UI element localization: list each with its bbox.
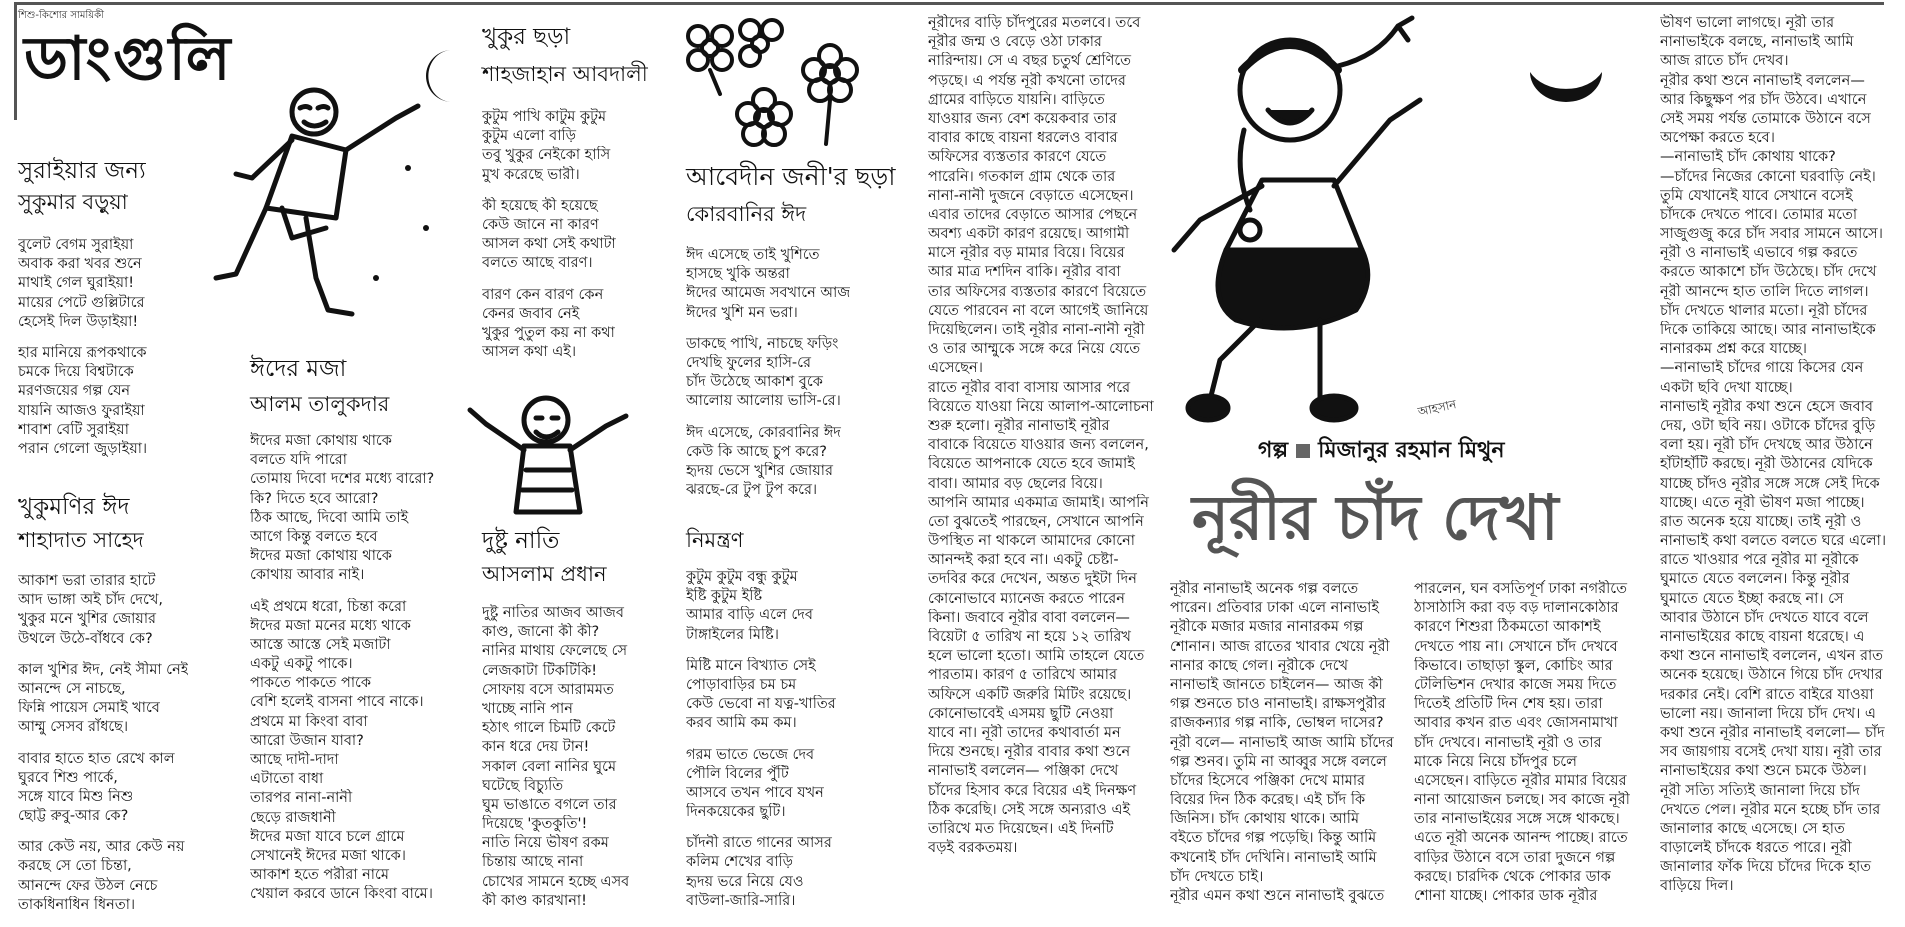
- story-line: বিয়েটা ৫ তারিখ না হয়ে ১২ তারিখ: [928, 629, 1131, 645]
- poem-body: [18, 236, 147, 471]
- poem-line: খুকুর পুতুল কয় না কথা: [482, 324, 615, 341]
- poem-body: [482, 604, 629, 923]
- story-line: আবার উঠানে চাঁদ দেখতে যাবে বলে: [1660, 609, 1869, 626]
- poem-line: কোথায় আবার নাই।: [250, 567, 365, 584]
- story-line: সেই সময় পর্যন্ত তোমাকে উঠানে বসে: [1660, 110, 1871, 127]
- story-label: গল্প: [1258, 438, 1289, 463]
- story-line: আবার কখন রাত এবং জোসনামাখা: [1414, 715, 1618, 732]
- story-line: সব জায়গায় বসেই দেখা যায়। নূরী তার: [1660, 744, 1882, 761]
- story-line: আর কিছুক্ষণ পর চাঁদ উঠবে। এখানে: [1660, 91, 1867, 108]
- story-line: নানারকম প্রশ্ন করে যাচ্ছে।: [1660, 341, 1807, 358]
- poem-author: শাহজাহান আবদালী: [482, 62, 648, 86]
- story-line: তারিখে মত দিয়েছেন। এই দিনটি: [928, 820, 1114, 837]
- poem-line: আসল কথা সেই কথাটা: [482, 236, 616, 253]
- story-title: নূরীর চাঁদ দেখা: [1192, 481, 1559, 554]
- story-line: গ্রামের বাড়িতে যায়নি। বাড়িতে: [928, 91, 1105, 108]
- story-line: টেলিভিশন দেখার কাজে সময় দিতে: [1414, 676, 1617, 693]
- story-line: পারেনি। গতকাল গ্রাম থেকে তার: [928, 168, 1116, 185]
- poem-line: কেউ জানে না কারণ: [482, 216, 599, 233]
- poem-line: ঘুরবে শিশু পার্কে,: [18, 769, 118, 786]
- story-line: শোনা যাচ্ছে। পোকার ডাক নূরীর: [1414, 888, 1598, 904]
- poem-line: বাউলা-জারি-সারি।: [686, 892, 796, 909]
- story-line: যাওয়ার জন্য বেশ কয়েকবার তার: [928, 110, 1117, 127]
- masthead-tag: শিশু-কিশোর সাময়িকী: [18, 10, 105, 21]
- story-line: —নানাভাই চাঁদ কোথায় থাকে?: [1660, 149, 1836, 166]
- poem-line: পৌলি বিলের পুঁটি: [686, 765, 789, 782]
- story-column: [928, 14, 1154, 858]
- illustration-artist-signature: আহসান: [1416, 397, 1458, 419]
- poem-title: সুরাইয়ার জন্য: [18, 158, 146, 184]
- story-line: নূরীদের বাড়ি চাঁদপুরের মতলবে। তবে: [928, 15, 1141, 31]
- poem-line: চাঁদনী রাতে গানের আসর: [686, 835, 832, 852]
- poem-title: দুষ্টু নাতি: [482, 528, 560, 554]
- doodle-flowers-illustration: [680, 14, 860, 154]
- cartoon-boy-cheering-illustration: [456, 390, 644, 515]
- poem-line: উথলে উঠে-বাঁধবে কে?: [18, 630, 153, 647]
- story-line: রাজকন্যার গল্প নাকি, ভোম্বল দাসের?: [1170, 715, 1384, 732]
- story-line: নানাভাইকে বলছে, নানাভাই আমি: [1660, 34, 1854, 51]
- story-line: এতে নূরী অনেক আনন্দ পাচ্ছে। রাতে: [1414, 830, 1628, 847]
- story-line: কোনোভাবে ম্যানেজ করতে পারেন: [928, 590, 1125, 607]
- story-line: নানাভাই কথা বলতে বলতে ঘরে এলো।: [1660, 533, 1887, 550]
- poem-stanza: [18, 661, 188, 738]
- story-line: এসেছেন।: [928, 360, 983, 377]
- poem-line: আমার বাড়ি এলে দেব: [686, 607, 813, 624]
- story-line: অনেক হয়েছে। উঠানে গিয়ে চাঁদ দেখার: [1660, 667, 1883, 684]
- story-line: নানাভাই জানতে চাইলেন— আজ কী: [1170, 676, 1383, 693]
- poem-line: নাতি নিয়ে ভীষণ রকম: [482, 835, 609, 852]
- poem-stanza: [686, 335, 850, 412]
- poem-stanza: [18, 236, 147, 332]
- poem-line: কলিম শেখের বাড়ি: [686, 854, 793, 871]
- story-line: বাবা। আমার বড় ছেলের বিয়ে।: [928, 475, 1103, 492]
- poem-line: হৃদয় ভরে নিয়ে যেও: [686, 873, 804, 890]
- story-line: হাঁটাহাঁটি করছে। নূরী উঠানের যেদিকে: [1660, 456, 1873, 473]
- story-line: গল্প শুনতে চাও নানাভাই। রাক্ষসপুরীর: [1170, 696, 1386, 713]
- story-line: কিনা। জবাবে নূরীর বাবা বললেন—: [928, 609, 1130, 626]
- poem-stanza: [482, 108, 616, 185]
- story-column: [1170, 580, 1394, 906]
- poem-line: চমকে দিয়ে বিশ্বটাকে: [18, 364, 134, 381]
- story-line: পারলেন, ঘন বসতিপূর্ণ ঢাকা নগরীতে: [1414, 581, 1627, 597]
- story-line: দিয়ে শুনছে। নূরীর বাবার কথা শুনে: [928, 744, 1131, 761]
- poem-stanza: [686, 657, 836, 734]
- story-line: মাকে নিয়ে নিয়ে চাঁদপুর চলে: [1414, 753, 1577, 770]
- poem-line: ইষ্টি কুটুম ইষ্টি: [686, 588, 763, 605]
- story-line: কথা শুনে নূরীর নানাভাই বললো— চাঁদ: [1660, 724, 1885, 741]
- poem-line: খেয়াল করবে ডানে কিংবা বামে।: [250, 886, 433, 903]
- poem-line: শাবাশ বেটি সুরাইয়া: [18, 421, 129, 438]
- poem-line: সোফায় বসে আরামমত: [482, 681, 614, 698]
- poem-line: আকাশ হতে পরীরা নামে: [250, 867, 389, 884]
- story-line: রাতে নূরীর বাবা বাসায় আসার পরে: [928, 379, 1131, 396]
- poem-line: দিনকয়েকের ছুটি।: [686, 804, 786, 821]
- poem-stanza: [686, 246, 850, 323]
- story-column: [1414, 580, 1630, 906]
- poem-line: আলোয় আলোয় ভাসি-রে।: [686, 393, 841, 410]
- poem-line: বলতে আছে বারণ।: [482, 255, 593, 272]
- story-line: দেখতে পায় না। সেখানে চাঁদ দেখবে: [1414, 638, 1618, 655]
- story-line: বিয়েতে আপনাকে যেতে হবে জামাই: [928, 456, 1135, 473]
- poem-line: আসবে তখন পাবে যখন: [686, 784, 824, 801]
- poem-line: আস্তে আস্তে সেই মজাটা: [250, 636, 391, 653]
- story-line: দেখতে পেল। নূরীর মনে হচ্ছে চাঁদ তার: [1660, 801, 1881, 818]
- poem-line: ঈদের মজা মনের মধ্যে থাকে: [250, 617, 411, 634]
- poem-title: খুকুর ছড়া: [482, 24, 571, 50]
- story-line: পড়ছে। এ পর্যন্ত নূরী কখনো তাদের: [928, 72, 1126, 89]
- story-line: অবশ্য একটা কারণ রয়েছে। আগামী: [928, 226, 1130, 243]
- poem-line: আম্মু সেসব রাঁধছে।: [18, 719, 129, 736]
- poem-line: একটু একটু পাকে।: [250, 656, 353, 673]
- story-line: ভালো নয়। জানালা দিয়ে চাঁদ দেখ। এ: [1660, 705, 1876, 722]
- poem-line: এই প্রথমে ধরো, চিন্তা করো: [250, 598, 407, 615]
- story-line: আর মাত্র দশদিন বাকি। নূরীর বাবা: [928, 264, 1121, 281]
- masthead-logo: ডাংগুলি: [24, 24, 233, 94]
- poem-line: আর কেউ নয়, আর কেউ নয়: [18, 839, 185, 856]
- poem-line: ছোট্ট রুবু-আর কে?: [18, 808, 129, 825]
- poem-line: মরণজয়ের গল্প যেন: [18, 383, 131, 400]
- poem-line: ঘটেছে বিচ্যুতি: [482, 777, 564, 794]
- poem-line: তাকধিনাধিন ধিনতা।: [18, 896, 136, 913]
- poem-line: আকাশ ভরা তারার হাটে: [18, 573, 156, 589]
- story-line: আনন্দই করা হবে না। একটু চেষ্টা-: [928, 552, 1119, 569]
- poem-body: [250, 432, 434, 917]
- poem-line: নানির মাথায় ফেলেছে সে: [482, 643, 628, 660]
- poem-line: পোড়াবাড়ির চম চম: [686, 676, 797, 693]
- story-line: অপেক্ষা করতে হবে।: [1660, 130, 1775, 147]
- poem-line: আনন্দে ফের উঠল নেচে: [18, 877, 158, 894]
- poem-line: মাথাই গেল ঘুরাইয়া!: [18, 275, 135, 292]
- poem-stanza: [482, 286, 616, 363]
- cartoon-boy-running-illustration: [196, 78, 436, 328]
- story-line: বাবার কাছে বায়না ধরলেও বাবার: [928, 130, 1118, 147]
- story-line: নূরীর জন্ম ও বেড়ে ওঠা ঢাকার: [928, 34, 1102, 51]
- story-line: শুরু হলো। নূরীর নানাভাই নূরীর: [928, 417, 1110, 434]
- poem-line: পরান গেলো জুড়াইয়া।: [18, 440, 148, 457]
- story-line: হলে ভালো হতো। আমি তাহলে যেতে: [928, 648, 1145, 665]
- story-line: গল্প শুনব। তুমি না আব্বুর সঙ্গে বললে: [1170, 753, 1387, 770]
- poem-stanza: [482, 197, 616, 274]
- poem-stanza: [482, 604, 629, 911]
- poem-line: হৃদয় ভেসে খুশির জোয়ার: [686, 462, 833, 479]
- story-line: তার অফিসের ব্যস্ততার কারণে বিয়েতে: [928, 283, 1147, 300]
- story-line: বইতে চাঁদের গল্প পড়েছি। কিন্তু আমি: [1170, 830, 1377, 847]
- poem-stanza: [18, 750, 188, 827]
- poem-line: চিন্তায় আছে নানা: [482, 854, 584, 871]
- story-line: নূরী বলে— নানাভাই আজ আমি চাঁদের: [1170, 734, 1394, 751]
- poem-line: সঙ্গে যাবে মিশু নিশু: [18, 788, 134, 805]
- poem-line: বারণ কেন বারণ কেন: [482, 286, 604, 303]
- story-line: আজ রাতে চাঁদ দেখব।: [1660, 53, 1789, 70]
- poem-line: কুটুম পাখি কাটুম কুটুম: [482, 109, 607, 125]
- story-line: চাঁদ দেখবে। নানাভাই নূরী ও তার: [1414, 734, 1602, 751]
- poem-line: তোমায় দিবো দশের মধ্যে বারো?: [250, 471, 435, 488]
- poem-line: প্রথমে মা কিংবা বাবা: [250, 713, 368, 730]
- story-byline: [1258, 437, 1505, 465]
- story-line: দেয়, ওটা ছবি নয়। ওটাকে চাঁদের বুড়ি: [1660, 417, 1876, 434]
- story-line: ঠাসাঠাসি করা বড় বড় দালানকোঠার: [1414, 600, 1619, 617]
- story-line: এবার তাদের বেড়াতে আসার পেছনে: [928, 206, 1138, 223]
- story-line: নূরীর কথা শুনে নানাভাই বললেন—: [1660, 72, 1865, 89]
- story-line: পারেন। প্রতিবার ঢাকা এলে নানাভাই: [1170, 600, 1379, 617]
- poem-line: আসল কথা এই।: [482, 344, 577, 361]
- poem-line: ঈদের মজা যাবে চলে গ্রামে: [250, 828, 405, 845]
- poem-line: ঈদের মজা কোথায় থাকে: [250, 433, 392, 449]
- poem-subtitle: নিমন্ত্রণ: [686, 528, 744, 552]
- poem-line: কান ধরে দেয় টান!: [482, 739, 590, 756]
- story-line: নূরী সত্যি সত্যিই জানালা দিয়ে চাঁদ: [1660, 782, 1860, 799]
- story-line: —নানাভাই চাঁদের গায়ে কিসের যেন: [1660, 360, 1864, 377]
- poem-line: কী হয়েছে কী হয়েছে: [482, 197, 598, 214]
- story-line: বাড়ির উঠানে বসে তারা দুজনে গল্প: [1414, 849, 1616, 866]
- square-bullet-icon: [1296, 444, 1310, 458]
- story-line: চাঁদের হিসাব করে বিয়ের এই দিনক্ষণ: [928, 782, 1137, 799]
- poem-author: সুকুমার বড়ুয়া: [18, 190, 128, 214]
- poem-subtitle: কোরবানির ঈদ: [686, 202, 807, 226]
- story-line: বাবাকে বিয়েতে যাওয়ার জন্য বললেন,: [928, 437, 1149, 454]
- poem-line: ঘুম ভাঙাতে বগলে তার: [482, 796, 617, 813]
- poem-line: তবু খুকুর নেইকো হাসি: [482, 147, 611, 164]
- poem-line: খুকুর মনে খুশির জোয়ার: [18, 611, 157, 628]
- story-line: নূরীর নানাভাই অনেক গল্প বলতে: [1170, 581, 1359, 597]
- poem-line: কাল খুশির ঈদ, নেই সীমা নেই: [18, 661, 189, 678]
- poem-line: করছে সে তো চিন্তা,: [18, 858, 132, 875]
- poem-line: ঈদের খুশি মন ভরা।: [686, 304, 798, 321]
- poem-line: মুখ করেছে ভারী।: [482, 166, 580, 183]
- story-line: তদবির করে দেখেন, অন্তত দুইটা দিন: [928, 571, 1137, 588]
- story-line: নানা-নানী দুজনে বেড়াতে এসেছেন।: [928, 187, 1134, 204]
- poem-line: লেজকাটা টিকটিকি!: [482, 662, 598, 679]
- poem-stanza: [686, 424, 850, 501]
- poem-line: ঈদ এসেছে, কোরবানির ঈদ: [686, 424, 841, 441]
- poem-author: আলম তালুকদার: [250, 392, 390, 416]
- poem-line: সকাল বেলা নানির ঘুমে: [482, 758, 616, 775]
- poem-line: বাবার হাতে হাত রেখে কাল: [18, 750, 175, 767]
- poem-line: কি? দিতে হবে আরো?: [250, 490, 379, 507]
- poem-line: দিয়েছে 'কুতকুতি'!: [482, 816, 588, 833]
- story-line: যাবে না। নূরী তাদের কথাবার্তা মন: [928, 724, 1121, 741]
- crescent-moon-icon: [1528, 66, 1604, 114]
- poem-line: কী কাণ্ড কারখানা!: [482, 892, 587, 909]
- story-line: আপনি আমার একমাত্র জামাই। আপনি: [928, 494, 1149, 511]
- story-line: দিতেই প্রতিটি দিন শেষ হয়। তারা: [1414, 696, 1603, 713]
- poem-line: ঈদের মজা কোথায় থাকে: [250, 548, 392, 565]
- poem-line: কেউ কি আছে চুপ করে?: [686, 443, 827, 460]
- story-line: ঠিক করেছি। সেই সঙ্গে অন্যরাও এই: [928, 801, 1131, 818]
- story-line: —চাঁদের নিজের কোনো ঘরবাড়ি নেই।: [1660, 168, 1876, 185]
- poem-author: শাহাদাত সাহেদ: [18, 528, 144, 552]
- story-author: মিজানুর রহমান মিথুন: [1318, 438, 1505, 463]
- poem-line: ঈদ এসেছে তাই খুশিতে: [686, 247, 820, 263]
- story-line: নানাভাইয়ের কথা শুনে চমকে উঠল।: [1660, 763, 1867, 780]
- poem-stanza: [18, 572, 188, 649]
- story-line: চাঁদের হিসেবে পঞ্জিকা দেখে মামার: [1170, 772, 1366, 789]
- story-line: ঘুমাতে যেতে বললেন। কিন্তু নূরীর: [1660, 571, 1850, 588]
- left-border-rule: [14, 2, 17, 120]
- story-line: অফিসের ব্যস্ততার কারণে যেতে: [928, 149, 1107, 166]
- poem-line: এটাতো বাধা: [250, 771, 324, 788]
- story-line: নূরীর এমন কথা শুনে নানাভাই বুঝতে: [1170, 888, 1385, 904]
- story-line: রাতে খাওয়ার পরে নূরীর মা নূরীকে: [1660, 552, 1859, 569]
- story-line: কথা শুনে নানাভাই বললেন, এখন রাত: [1660, 648, 1884, 665]
- poem-line: চাঁদ উঠেছে আকাশ বুকে: [686, 374, 823, 391]
- story-line: কখনোই চাঁদ দেখিনি। নানাভাই আমি: [1170, 849, 1377, 866]
- poem-line: করব আমি কম কম।: [686, 715, 797, 732]
- story-line: নূরী ও নানাভাই এভাবে গল্প করতে: [1660, 245, 1858, 262]
- story-line: নূরী আনন্দে হাত তালি দিতে লাগল।: [1660, 283, 1869, 300]
- poem-body: [18, 572, 188, 927]
- story-line: বলা হয়। নূরী চাঁদ দেখছে আর উঠানে: [1660, 437, 1873, 454]
- story-line: কিভাবে। তাছাড়া স্কুল, কোচিং আর: [1414, 657, 1613, 674]
- poem-line: কেউ ভেবো না যত্ন-খাতির: [686, 696, 836, 713]
- poem-title: ঈদের মজা: [250, 356, 347, 382]
- story-line: সাজুগুজু করে চাঁদ সবার সামনে আসে।: [1660, 226, 1883, 243]
- poem-line: বলতে যদি পারো: [250, 452, 347, 469]
- poem-stanza: [18, 344, 147, 459]
- poem-line: হাসছে খুকি অন্তরা: [686, 266, 790, 283]
- poem-line: কুটুম এলো বাড়ি: [482, 128, 576, 145]
- story-line: মাসে নূরীর বড় মামার বিয়ে। বিয়ের: [928, 245, 1125, 262]
- story-line: নানাভাই নূরীর কথা শুনে হেসে জবাব: [1660, 398, 1873, 415]
- poem-line: ঈদের আমেজ সবখানে আজ: [686, 285, 851, 302]
- story-line: তো বুঝতেই পারছেন, সেখানে আপনি: [928, 513, 1144, 530]
- story-line: ঘুমাতে যেতে ইচ্ছা করছে না। সে: [1660, 590, 1844, 607]
- poem-line: বেশি হলেই বাসনা পাবে নাকে।: [250, 694, 424, 711]
- poem-line: হঠাৎ গালে চিমটি কেটে: [482, 720, 616, 737]
- story-line: চাঁদ দেখতে থালার মতো। নূরী চাঁদের: [1660, 302, 1868, 319]
- poem-line: কেনর জবাব নেই: [482, 305, 580, 322]
- story-line: যাচ্ছে। এতে নূরী ভীষণ মজা পাচ্ছে।: [1660, 494, 1865, 511]
- poem-line: পাকতে পাকতে পাকে: [250, 675, 372, 692]
- poem-line: আরো উজান যাবা?: [250, 732, 364, 749]
- story-line: জানালার কাছে এসেছে। সে হাত: [1660, 820, 1845, 837]
- story-line: চাঁদকে দেখতে পাবে। তোমার মতো: [1660, 206, 1858, 223]
- story-line: দিয়েছিলেন। তাই নূরীর নানা-নানী নূরী: [928, 322, 1145, 338]
- poem-line: ফিন্নি পায়েস সেমাই খাবে: [18, 700, 160, 717]
- story-line: কারণে শিশুরা ঠিকমতো আকাশই: [1414, 619, 1601, 636]
- poem-line: টাঙ্গাইলের মিষ্টি।: [686, 626, 779, 643]
- poem-line: সেখানেই ঈদের মজা থাকে।: [250, 847, 406, 864]
- poem-line: বুলেট বেগম সুরাইয়া: [18, 237, 134, 253]
- poem-line: আনন্দে সে নাচছে,: [18, 680, 126, 697]
- story-line: বাড়িয়ে দিল।: [1660, 878, 1734, 895]
- story-line: এসেছেন। বাড়িতে নূরীর মামার বিয়ের: [1414, 772, 1627, 789]
- story-line: করছে। চারদিক থেকে পোকার ডাক: [1414, 868, 1611, 885]
- story-line: বিয়ের দিন ঠিক করেছ। এই চাঁদ কি: [1170, 792, 1366, 809]
- story-line: উপস্থিত না থাকলে আমাদের কোনো: [928, 533, 1135, 550]
- story-line: চাঁদ দেখতে চাই।: [1170, 868, 1264, 885]
- story-line: নানার কাছে গেল। নূরীকে দেখে: [1170, 657, 1349, 674]
- story-line: নূরীকে মজার মজার নানারকম গল্প: [1170, 619, 1364, 636]
- story-line: জানালার ফাঁক দিয়ে চাঁদের দিকে হাত: [1660, 859, 1872, 876]
- poem-line: হেসেই দিল উড়াইয়া!: [18, 313, 139, 330]
- poem-line: কাণ্ড, জানো কী কী?: [482, 624, 600, 641]
- poem-title: খুকুমণির ঈদ: [18, 494, 130, 520]
- poem-line: আদ ভাঙ্গা অই চাঁদ দেখে,: [18, 592, 164, 609]
- poem-stanza: [686, 834, 836, 911]
- story-line: কোনোভাবেই এসময় ছুটি নেওয়া: [928, 705, 1114, 722]
- poem-body: [482, 108, 616, 374]
- poem-line: ঠিক আছে, দিবো আমি তাই: [250, 509, 409, 526]
- top-border-rule: [14, 2, 1884, 5]
- poem-line: অবাক করা খবর শুনে: [18, 256, 142, 273]
- story-line: দরকার নেই। বেশি রাতে বাইরে যাওয়া: [1660, 686, 1874, 703]
- story-line: নানাভাই বললেন— পঞ্জিকা দেখে: [928, 763, 1119, 780]
- poem-line: ডাকছে পাখি, নাচছে ফড়িং: [686, 335, 839, 352]
- cartoon-girl-dancing-illustration: [1170, 10, 1470, 430]
- story-line: একটা ছবি দেখা যাচ্ছে।: [1660, 379, 1793, 396]
- poem-line: ঝরছে-রে টুপ টুপ করে।: [686, 482, 818, 499]
- poem-line: চোখের সামনে হচ্ছে এসব: [482, 873, 630, 890]
- poem-line: আছে দাদী-দাদা: [250, 752, 339, 768]
- poem-line: মায়ের পেটে গুল্লিটারে: [18, 294, 145, 311]
- story-line: শোনান। আজ রাতের খাবার খেয়ে নূরী: [1170, 638, 1390, 655]
- story-line: বড়ই বরকতময়।: [928, 840, 1018, 857]
- poem-line: আগে কিন্তু বলতে হবে: [250, 528, 378, 545]
- poem-stanza: [686, 568, 836, 645]
- story-line: যেতে পারবেন না বলে আগেই জানিয়ে: [928, 302, 1149, 319]
- story-line: তার নানাভাইয়ের সঙ্গে সঙ্গে থাকছে।: [1414, 811, 1620, 828]
- poem-line: খাচ্ছে নানি পান: [482, 700, 573, 717]
- story-line: অফিসে একটি জরুরি মিটিং রয়েছে।: [928, 686, 1132, 703]
- poem-line: দুষ্টু নাতির আজব আজব: [482, 605, 624, 621]
- poem-body: [686, 568, 836, 923]
- poem-line: গরম ভাতে ভেজে দেব: [686, 746, 815, 763]
- story-line: পারতাম। কারণ ৫ তারিখে আমার: [928, 667, 1117, 684]
- poem-stanza: [18, 838, 188, 915]
- story-line: ভীষণ ভালো লাগছে। নূরী তার: [1660, 15, 1835, 31]
- poem-stanza: [686, 746, 836, 823]
- story-line: নারিন্দায়। সে এ বছর চতুর্থ শ্রেণিতে: [928, 53, 1132, 70]
- story-line: বাড়ালেই চাঁদকে ধরতে পারে। নূরী: [1660, 840, 1852, 857]
- poem-author: আসলাম প্রধান: [482, 562, 607, 586]
- poem-line: মিষ্টি মানে বিখ্যাত সেই: [686, 657, 816, 674]
- poem-line: ছেড়ে রাজধানী: [250, 809, 336, 826]
- story-line: যাচ্ছে চাঁদও নূরীর সঙ্গে সঙ্গে সেই দিকে: [1660, 475, 1880, 492]
- poem-line: দেখছি ফুলের হাসি-রে: [686, 354, 812, 371]
- story-line: ও তার আম্মুকে সঙ্গে করে নিয়ে যেতে: [928, 341, 1141, 358]
- story-line: তুমি যেখানেই যাবে সেখানে বসেই: [1660, 187, 1853, 204]
- poem-stanza: [250, 598, 434, 905]
- poem-body: [686, 246, 850, 512]
- story-line: রাত অনেক হয়ে যাচ্ছে। তাই নূরী ও: [1660, 513, 1862, 530]
- poem-line: কুটুম কুটুম বন্ধু কুটুম: [686, 569, 798, 585]
- poem-stanza: [250, 432, 434, 586]
- story-line: দিকে তাকিয়ে আছে। আর নানাভাইকে: [1660, 322, 1876, 338]
- story-column: [1660, 14, 1886, 897]
- story-line: বিয়েতে যাওয়া নিয়ে আলাপ-আলোচনা: [928, 398, 1154, 415]
- poem-line: তারপর নানা-নানী: [250, 790, 353, 807]
- story-line: করতে আকাশে চাঁদ উঠেছে। চাঁদ দেখে: [1660, 264, 1877, 281]
- story-line: জিনিস। চাঁদ কোথায় থাকে। আমি: [1170, 811, 1360, 828]
- poem-title: আবেদীন জনী'র ছড়া: [686, 162, 896, 191]
- poem-line: হার মানিয়ে রূপকথাকে: [18, 344, 147, 361]
- story-line: নানা আয়োজন চলছে। সব কাজে নূরী: [1414, 792, 1630, 809]
- story-line: নানাভাইয়ের কাছে বায়না ধরেছে। এ: [1660, 629, 1865, 645]
- poem-line: যায়নি আজও ফুরাইয়া: [18, 402, 145, 419]
